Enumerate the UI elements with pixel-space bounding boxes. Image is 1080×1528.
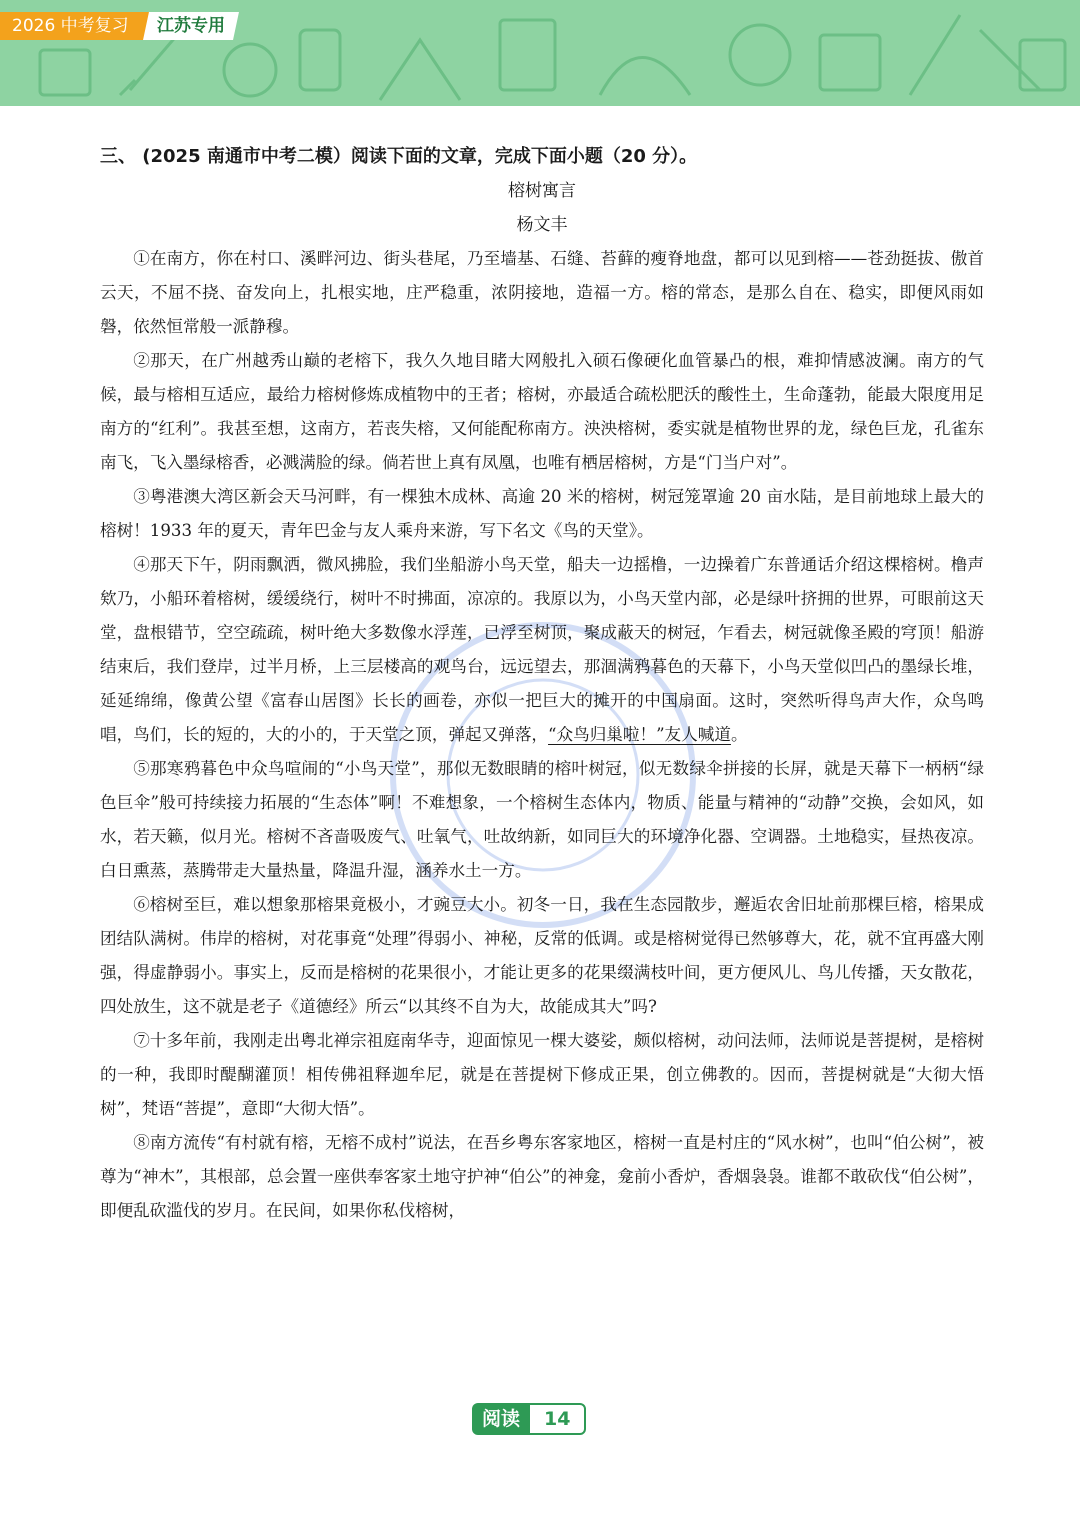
header-banner — [0, 0, 1080, 106]
paragraph-7: ⑦十多年前，我刚走出粤北禅宗祖庭南华寺，迎面惊见一棵大婆娑，颇似榕树，动问法师，法师说是菩提树，是榕树的一种，我即时醍醐灌顶！相传佛祖释迦牟尼，就是在菩提树下修成正果，创立佛教的。因而，菩提树就是“大彻大悟树”，梵语“菩提”，意即“大彻大悟”。 — [100, 1031, 984, 1118]
underlined-sentence: “众鸟归巢啦！”友人喊道 — [548, 725, 731, 744]
paragraph-4-text: ④那天下午，阴雨飘洒，微风拂脸，我们坐船游小鸟天堂，船夫一边摇橹，一边操着广东普通话介绍这棵榕树。橹声欸乃，小船环着榕树，缓缓绕行，树叶不时拂面，凉凉的。我原以为，小鸟天堂内部，必是绿叶挤拥的世界，可眼前这天堂，盘根错节，空空疏疏，树叶绝大多数像水浮莲，已浮至树顶，聚成蔽天的树冠，乍看去，树冠就像圣殿的穹顶！船游结束后，我们登岸，过半月桥，上三层楼高的观鸟台，远远望去，那涸满鸦暮色的天幕下，小鸟天堂似凹凸的墨绿长堆，延延绵绵，像黄公望《富春山居图》长长的画卷，亦似一把巨大的摊开的中国扇面。这时，突然听得鸟声大作，众鸟鸣唱，鸟们，长的短的，大的小的，于天堂之顶，弹起又弹落， — [100, 555, 984, 744]
paragraph-2: ②那天，在广州越秀山巅的老榕下，我久久地目睹大网般扎入硕石像硬化血管暴凸的根，难抑情感波澜。南方的气候，最与榕相互适应，最给力榕树修炼成植物中的王者；榕树，亦最适合疏松肥沃的酸性土，生命蓬勃，能最大限度用足南方的“红利”。我甚至想，这南方，若丧失榕，又何能配称南方。泱泱榕树，委实就是植物世界的龙，绿色巨龙，孔雀东南飞，飞入墨绿榕香，必溅满脸的绿。倘若世上真有凤凰，也唯有栖居榕树，方是“门当户对”。 — [100, 351, 984, 472]
paragraph-3: ③粤港澳大湾区新会天马河畔，有一棵独木成林、高逾 20 米的榕树，树冠笼罩逾 20 亩水陆，是目前地球上最大的榕树！1933 年的夏天，青年巴金与友人乘舟来游，写下名文《鸟的天堂》。 — [100, 487, 984, 540]
paragraph-4: ④那天下午，阴雨飘洒，微风拂脸，我们坐船游小鸟天堂，船夫一边摇橹，一边操着广东普通话介绍这棵榕树。橹声欸乃，小船环着榕树，缓缓绕行，树叶不时拂面，凉凉的。我原以为，小鸟天堂内部，必是绿叶挤拥的世界，可眼前这天堂，盘根错节，空空疏疏，树叶绝大多数像水浮莲，已浮至树顶，聚成蔽天的树冠，乍看去，树冠就像圣殿的穹顶！船游结束后，我们登岸，过半月桥，上三层楼高的观鸟台，远远望去，那涸满鸦暮色的天幕下，小鸟天堂似凹凸的墨绿长堆，延延绵绵，像黄公望《富春山居图》长长的画卷，亦似一把巨大的摊开的中国扇面。这时，突然听得鸟声大作，众鸟鸣唱，鸟们，长的短的，大的小的，于天堂之顶，弹起又弹落，“众鸟归巢啦！”友人喊道。 — [100, 555, 984, 744]
passage-title: 榕树寓言 — [508, 181, 576, 201]
question-title: 三、 (2025 南通市中考二模）阅读下面的文章，完成下面小题（20 分）。 — [100, 146, 698, 167]
section-label: 阅读 — [472, 1403, 528, 1435]
paragraph-8: ⑧南方流传“有村就有榕，无榕不成村”说法，在吾乡粤东客家地区，榕树一直是村庄的“风水树”，也叫“伯公树”，被尊为“神木”，其根部，总会置一座供奉客家土地守护神“伯公”的神龛，龛前小香炉，香烟袅袅。谁都不敢砍伐“伯公树”，即便乱砍滥伐的岁月。在民间，如果你私伐榕树， — [100, 1133, 984, 1220]
page-number: 14 — [528, 1403, 586, 1435]
exam-content — [100, 140, 984, 1228]
year-tag: 2026 中考复习 — [0, 12, 152, 40]
region-tag — [143, 12, 239, 40]
paragraph-5: ⑤那寒鸦暮色中众鸟喧闹的“小鸟天堂”，那似无数眼睛的榕叶树冠，似无数绿伞拼接的长屏，就是天幕下一柄柄“绿色巨伞”般可持续接力拓展的“生态体”啊！不难想象，一个榕树生态体内，物质、能量与精神的“动静”交换，会如风，如水，若天籁，似月光。榕树不吝啬吸废气、吐氧气，吐故纳新，如同巨大的环境净化器、空调器。土地稳实，昼热夜凉。白日熏蒸，蒸腾带走大量热量，降温升湿，涵养水土一方。 — [100, 759, 984, 880]
page-footer — [472, 1403, 586, 1435]
paragraph-6: ⑥榕树至巨，难以想象那榕果竟极小，才豌豆大小。初冬一日，我在生态园散步，邂逅农舍旧址前那棵巨榕，榕果成团结队满树。伟岸的榕树，对花事竟“处理”得弱小、神秘，反常的低调。或是榕树觉得已然够尊大，花，就不宜再盛大刚强，得虚静弱小。事实上，反而是榕树的花果很小，才能让更多的花果缀满枝叶间，更方便风儿、鸟儿传播，天女散花，四处放生，这不就是老子《道德经》所云“以其终不自为大，故能成其大”吗? — [100, 895, 984, 1016]
region-tag-label: 江苏专用 — [157, 16, 225, 36]
paragraph-1: ①在南方，你在村口、溪畔河边、街头巷尾，乃至墙基、石缝、苔藓的瘦脊地盘，都可以见到榕——苍劲挺拔、傲首云天，不屈不挠、奋发向上，扎根实地，庄严稳重，浓阴接地，造福一方。榕的常态，是那么自在、稳实，即便风雨如磐，依然恒常般一派静穆。 — [100, 249, 984, 336]
passage-author: 杨文丰 — [516, 215, 568, 235]
